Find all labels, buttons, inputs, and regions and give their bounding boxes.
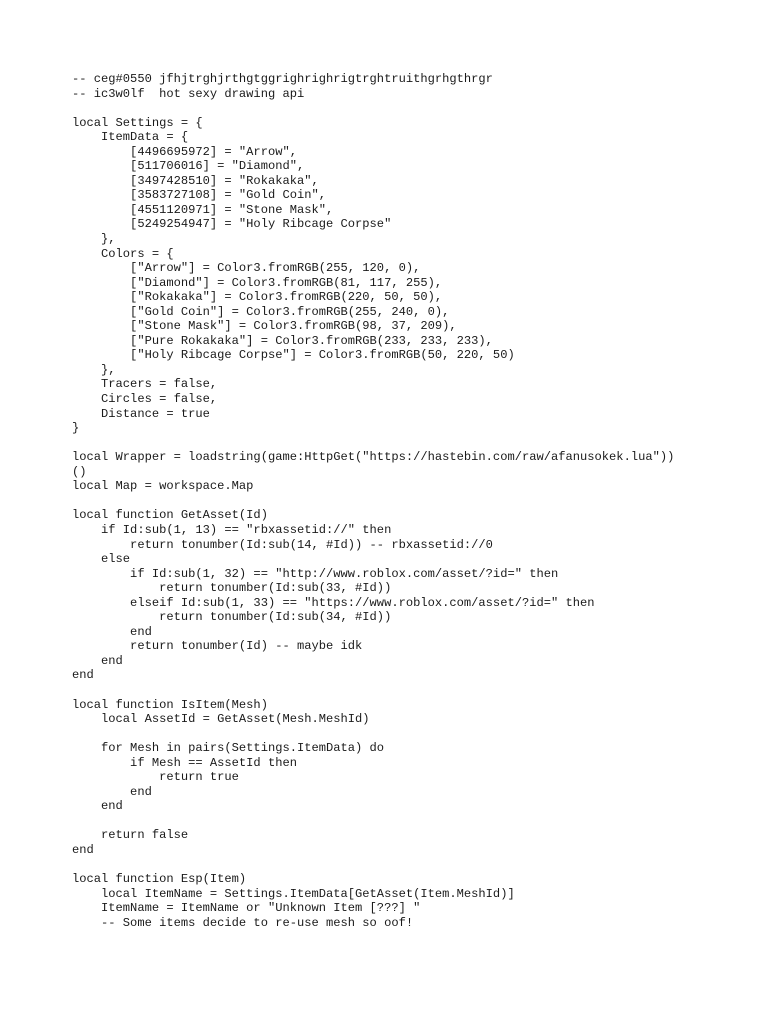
code-line: local Settings = { xyxy=(72,115,203,130)
code-line: [3583727108] = "Gold Coin", xyxy=(72,188,327,203)
code-line: if Id:sub(1, 32) == "http://www.roblox.com/asset/?id=" then xyxy=(72,566,559,581)
code-line: Distance = true xyxy=(72,406,210,421)
code-line: local function IsItem(Mesh) xyxy=(72,697,268,712)
code-line: Colors = { xyxy=(72,246,174,261)
code-line: ["Rokakaka"] = Color3.fromRGB(220, 50, 50), xyxy=(72,290,443,305)
code-line: Circles = false, xyxy=(72,392,218,407)
code-line: () xyxy=(72,464,87,479)
code-line: return false xyxy=(72,828,189,843)
code-line: end xyxy=(72,653,123,668)
code-line: local ItemName = Settings.ItemData[GetAsset(Item.MeshId)] xyxy=(72,886,515,901)
code-line: return tonumber(Id) -- maybe idk xyxy=(72,639,363,654)
code-line: }, xyxy=(72,232,116,247)
code-line: end xyxy=(72,624,152,639)
code-line: if Mesh == AssetId then xyxy=(72,755,297,770)
code-line xyxy=(72,101,732,116)
code-line: return tonumber(Id:sub(33, #Id)) xyxy=(72,581,392,596)
code-line: local AssetId = GetAsset(Mesh.MeshId) xyxy=(72,712,370,727)
code-line: end xyxy=(72,799,123,814)
code-line xyxy=(72,814,732,829)
code-line: ["Diamond"] = Color3.fromRGB(81, 117, 255), xyxy=(72,275,443,290)
code-line: return tonumber(Id:sub(14, #Id)) -- rbxassetid://0 xyxy=(72,537,493,552)
code-line: end xyxy=(72,842,94,857)
code-line: return tonumber(Id:sub(34, #Id)) xyxy=(72,610,392,625)
code-line: local Wrapper = loadstring(game:HttpGet("https://hastebin.com/raw/afanusokek.lua")) xyxy=(72,450,675,465)
code-line: [3497428510] = "Rokakaka", xyxy=(72,173,319,188)
code-line: ["Arrow"] = Color3.fromRGB(255, 120, 0), xyxy=(72,261,421,276)
code-line: [4496695972] = "Arrow", xyxy=(72,144,297,159)
code-line: ["Stone Mask"] = Color3.fromRGB(98, 37, 209), xyxy=(72,319,457,334)
code-line: return true xyxy=(72,770,239,785)
code-line: local function Esp(Item) xyxy=(72,872,247,887)
code-line xyxy=(72,727,732,742)
code-line: [511706016] = "Diamond", xyxy=(72,159,305,174)
code-line: end xyxy=(72,784,152,799)
code-line: elseif Id:sub(1, 33) == "https://www.roblox.com/asset/?id=" then xyxy=(72,595,595,610)
code-line: } xyxy=(72,421,80,436)
code-line: }, xyxy=(72,362,116,377)
code-block xyxy=(72,72,732,930)
code-line: Tracers = false, xyxy=(72,377,218,392)
code-line xyxy=(72,436,732,451)
code-line: end xyxy=(72,668,94,683)
code-line: ["Gold Coin"] = Color3.fromRGB(255, 240, 0), xyxy=(72,304,450,319)
code-line: ["Holy Ribcage Corpse"] = Color3.fromRGB(50, 220, 50) xyxy=(72,348,515,363)
code-line: -- ic3w0lf hot sexy drawing api xyxy=(72,86,305,101)
code-line xyxy=(72,683,732,698)
code-line: [4551120971] = "Stone Mask", xyxy=(72,202,334,217)
code-line: ["Pure Rokakaka"] = Color3.fromRGB(233, 233, 233), xyxy=(72,333,493,348)
code-line: [5249254947] = "Holy Ribcage Corpse" xyxy=(72,217,392,232)
code-line: for Mesh in pairs(Settings.ItemData) do xyxy=(72,741,385,756)
code-line: ItemName = ItemName or "Unknown Item [???] " xyxy=(72,901,421,916)
code-line xyxy=(72,494,732,509)
code-line: local Map = workspace.Map xyxy=(72,479,254,494)
code-line xyxy=(72,858,732,873)
code-line: -- ceg#0550 jfhjtrghjrthgtggrighrighrigtrghtruithgrhgthrgr xyxy=(72,72,493,86)
code-line: else xyxy=(72,552,131,567)
code-line: if Id:sub(1, 13) == "rbxassetid://" then xyxy=(72,522,392,537)
code-line: local function GetAsset(Id) xyxy=(72,508,268,523)
code-line: -- Some items decide to re-use mesh so oof! xyxy=(72,915,414,930)
code-line: ItemData = { xyxy=(72,130,189,145)
